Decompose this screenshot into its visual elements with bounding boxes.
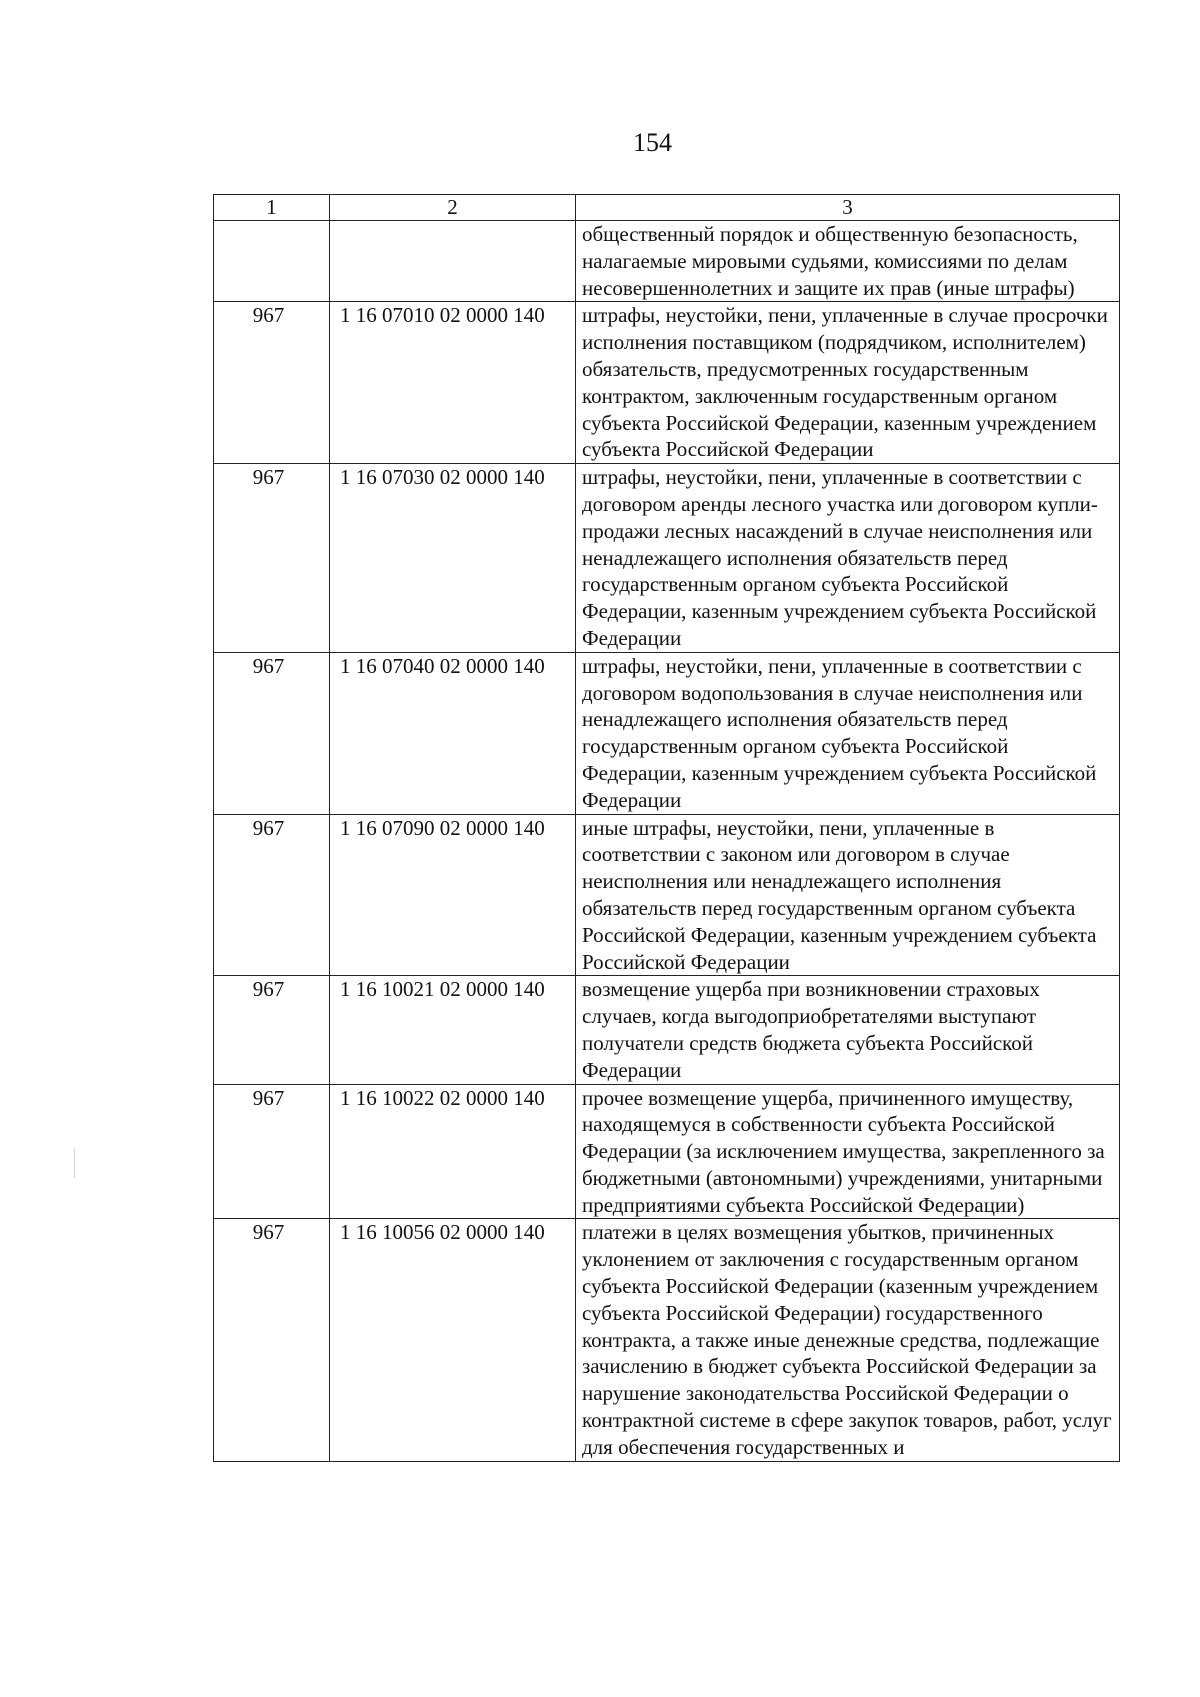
description-cell: общественный порядок и общественную безопасность, налагаемые мировыми судьями, комиссиями по делам несовершеннолетних и защите их прав (иные штрафы) [576, 221, 1120, 302]
budget-code-cell: 1 16 10022 02 0000 140 [330, 1084, 576, 1219]
header-col-1: 1 [214, 195, 330, 221]
table-row [214, 1084, 1120, 1219]
admin-code-cell: 967 [214, 814, 330, 976]
admin-code-cell: 967 [214, 464, 330, 653]
budget-code-cell: 1 16 07040 02 0000 140 [330, 652, 576, 814]
admin-code-cell: 967 [214, 652, 330, 814]
admin-code-cell: 967 [214, 1219, 330, 1461]
table-row [214, 652, 1120, 814]
budget-codes-table [213, 194, 1120, 1462]
description-cell: возмещение ущерба при возникновении страховых случаев, когда выгодоприобретателями выступают получатели средств бюджета субъекта Российской Федерации [576, 976, 1120, 1084]
budget-code-cell [330, 221, 576, 302]
table-row [214, 221, 1120, 302]
description-cell: иные штрафы, неустойки, пени, уплаченные в соответствии с законом или договором в случае неисполнения или ненадлежащего исполнения обязательств перед государственным органом субъекта Российской Федерации, казенным учреждением субъекта Российской Федерации [576, 814, 1120, 976]
admin-code-cell [214, 221, 330, 302]
budget-code-cell: 1 16 07010 02 0000 140 [330, 302, 576, 464]
description-cell: платежи в целях возмещения убытков, причиненных уклонением от заключения с государственным органом субъекта Российской Федерации (казенным учреждением субъекта Российской Федерации) государственного контракта, а также иные денежные средства, подлежащие зачислению в бюджет субъекта Российской Федерации за нарушение законодательства Российской Федерации о контрактной системе в сфере закупок товаров, работ, услуг для обеспечения государственных и [576, 1219, 1120, 1461]
page-number: 154 [633, 128, 672, 157]
description-cell: штрафы, неустойки, пени, уплаченные в соответствии с договором аренды лесного участка или договором купли-продажи лесных насаждений в случае неисполнения или ненадлежащего исполнения обязательств перед государственным органом субъекта Российской Федерации, казенным учреждением субъекта Российской Федерации [576, 464, 1120, 653]
scan-mark [74, 1148, 75, 1178]
admin-code-cell: 967 [214, 302, 330, 464]
header-col-2: 2 [330, 195, 576, 221]
budget-code-cell: 1 16 07090 02 0000 140 [330, 814, 576, 976]
table-row [214, 814, 1120, 976]
table-header-row [214, 195, 1120, 221]
description-cell: прочее возмещение ущерба, причиненного имуществу, находящемуся в собственности субъекта Российской Федерации (за исключением имущества, закрепленного за бюджетными (автономными) учреждениями, унитарными предприятиями субъекта Российской Федерации) [576, 1084, 1120, 1219]
table-row [214, 302, 1120, 464]
table-row [214, 1219, 1120, 1461]
admin-code-cell: 967 [214, 1084, 330, 1219]
description-cell: штрафы, неустойки, пени, уплаченные в случае просрочки исполнения поставщиком (подрядчиком, исполнителем) обязательств, предусмотренных государственным контрактом, заключенным государственным органом субъекта Российской Федерации, казенным учреждением субъекта Российской Федерации [576, 302, 1120, 464]
admin-code-cell: 967 [214, 976, 330, 1084]
budget-code-cell: 1 16 07030 02 0000 140 [330, 464, 576, 653]
budget-code-cell: 1 16 10021 02 0000 140 [330, 976, 576, 1084]
description-cell: штрафы, неустойки, пени, уплаченные в соответствии с договором водопользования в случае неисполнения или ненадлежащего исполнения обязательств перед государственным органом субъекта Российской Федерации, казенным учреждением субъекта Российской Федерации [576, 652, 1120, 814]
budget-code-cell: 1 16 10056 02 0000 140 [330, 1219, 576, 1461]
table-row [214, 464, 1120, 653]
table-row [214, 976, 1120, 1084]
header-col-3: 3 [576, 195, 1120, 221]
